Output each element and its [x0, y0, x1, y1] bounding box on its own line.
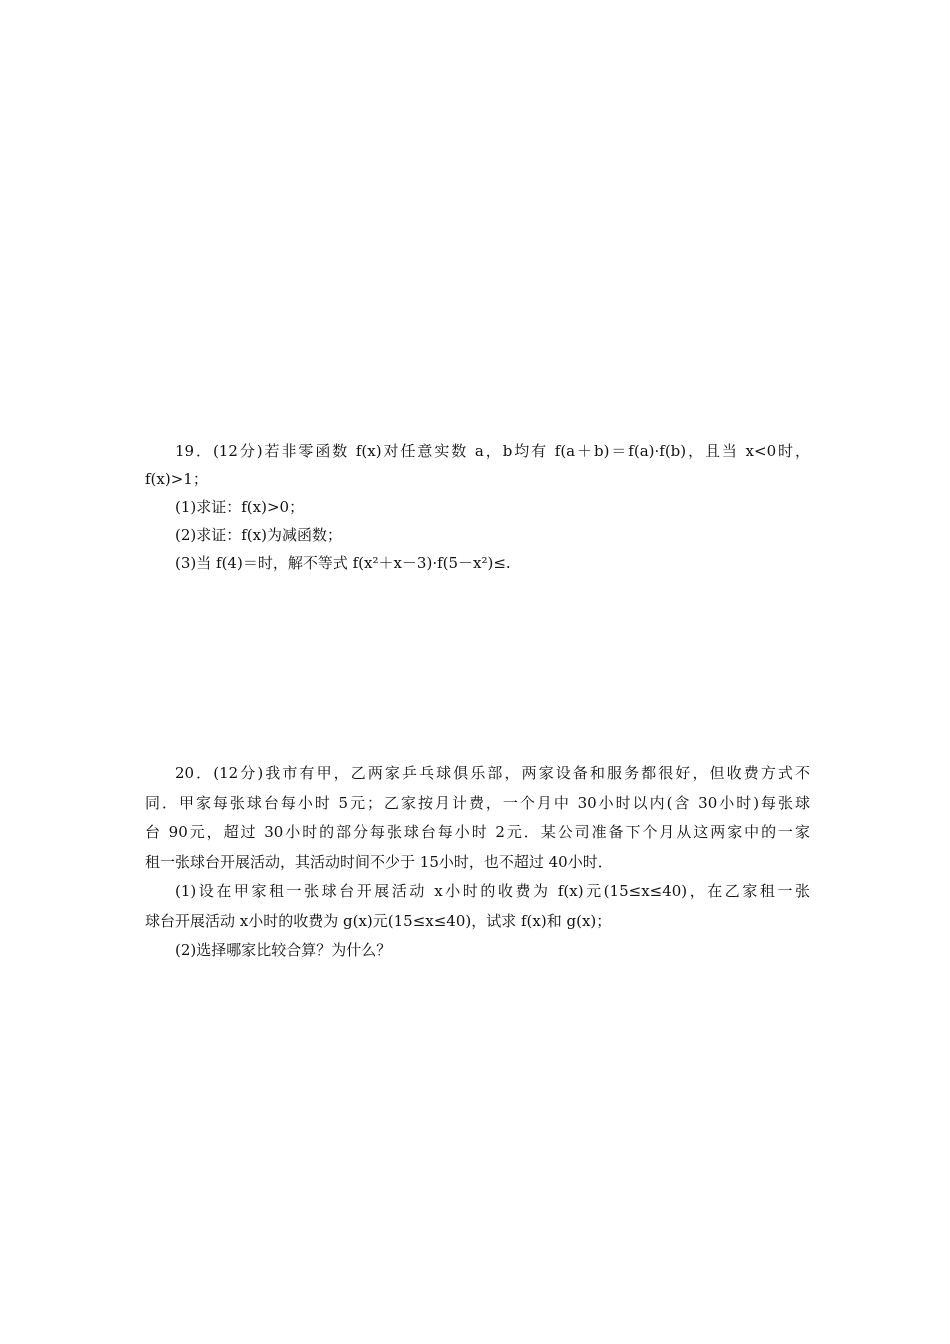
problem-20	[145, 759, 810, 966]
problem-20-stem-line-2: 同．甲家每张球台每小时 5元；乙家按月计费，一个月中 30小时以内(含 30小时)每张球	[145, 793, 810, 812]
problem-20-stem-line-1: 20．(12分)我市有甲，乙两家乒乓球俱乐部，两家设备和服务都很好，但收费方式不	[175, 764, 810, 782]
problem-20-stem-line-4: 租一张球台开展活动，其活动时间不少于 15小时，也不超过 40小时．	[145, 852, 613, 871]
problem-19-stem-line-1: 19．(12分)若非零函数 f(x)对任意实数 a，b均有 f(a＋b)＝f(a)·f(b)，且当 x<0时，	[175, 442, 810, 460]
problem-20-stem-line-3: 台 90元，超过 30小时的部分每张球台每小时 2元．某公司准备下个月从这两家中的一家	[145, 823, 810, 841]
problem-20-part-1-line-1: (1)设在甲家租一张球台开展活动 x小时的收费为 f(x)元(15≤x≤40)，在乙家租一张	[175, 882, 810, 900]
problem-20-part-2: (2)选择哪家比较合算？为什么？	[175, 941, 392, 959]
problem-19-part-3: (3)当 f(4)＝时，解不等式 f(x²＋x－3)·f(5－x²)≤.	[175, 554, 511, 572]
problem-19-part-2: (2)求证：f(x)为减函数；	[175, 526, 342, 544]
problem-20-part-1-line-2: 球台开展活动 x小时的收费为 g(x)元(15≤x≤40)，试求 f(x)和 g(x)；	[145, 911, 612, 930]
problem-19-part-1: (1)求证：f(x)>0；	[175, 498, 305, 516]
problem-19-stem-line-2: f(x)>1；	[145, 470, 208, 488]
problem-19	[145, 437, 810, 577]
